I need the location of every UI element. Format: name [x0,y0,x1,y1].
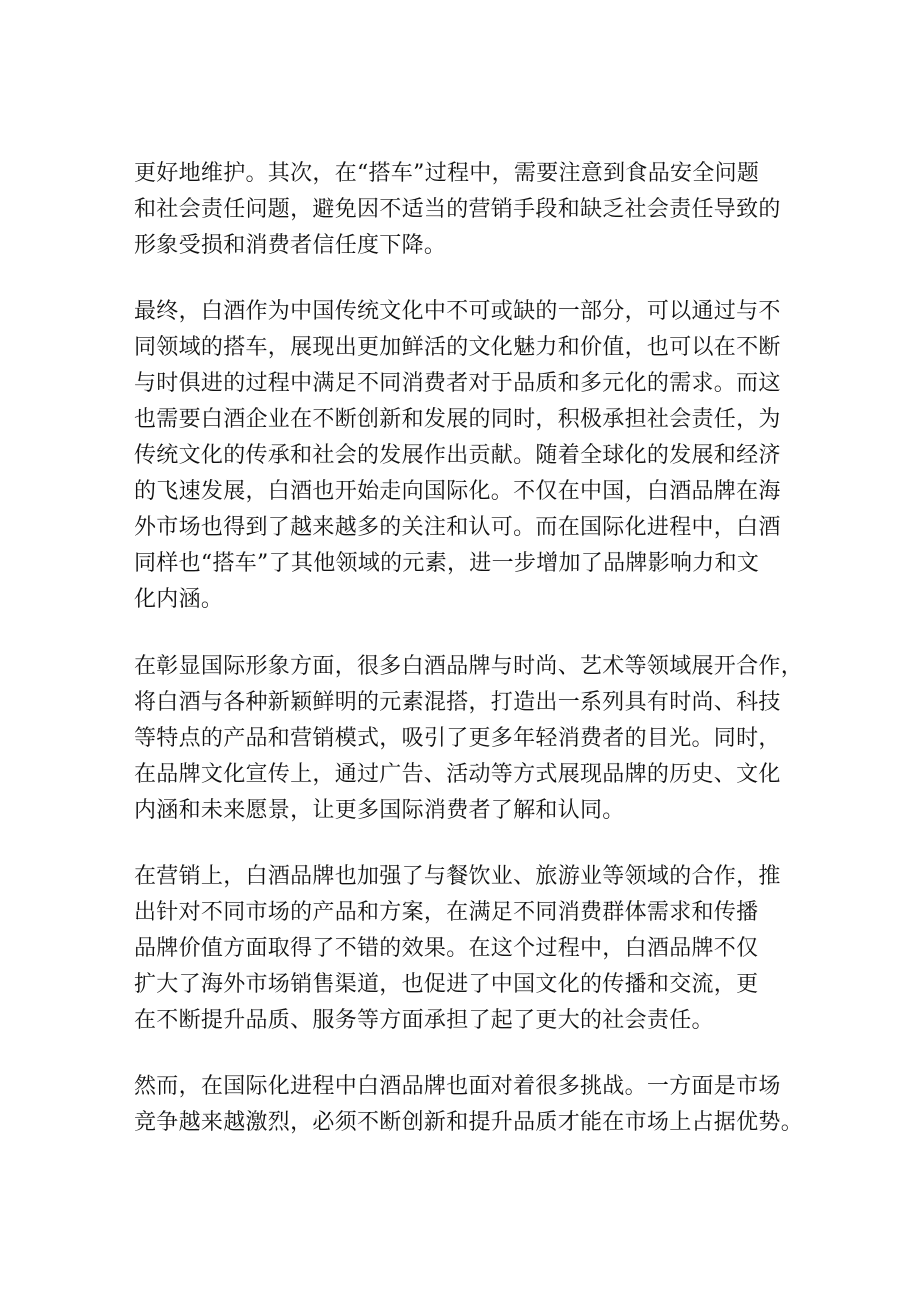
text-line: 竞争越来越激烈，必须不断创新和提升品质才能在市场上占据优势。 [134,1110,804,1135]
text-line: 将白酒与各种新颖鲜明的元素混搭，打造出一系列具有时尚、科技 [134,690,781,715]
text-line: 化内涵。 [134,587,224,612]
text-line: 内涵和未来愿景，让更多国际消费者了解和认同。 [134,798,625,823]
text-line: 在彰显国际形象方面，很多白酒品牌与时尚、艺术等领域展开合作， [134,654,804,679]
text-line: 在不断提升品质、服务等方面承担了起了更大的社会责任。 [134,1008,714,1033]
text-line: 和社会责任问题，避免因不适当的营销手段和缺乏社会责任导致的 [134,197,781,222]
text-line: 同样也“搭车”了其他领域的元素，进一步增加了品牌影响力和文 [134,551,760,576]
text-line: 的飞速发展，白酒也开始走向国际化。不仅在中国，白酒品牌在海 [134,479,781,504]
text-line: 在品牌文化宣传上，通过广告、活动等方式展现品牌的历史、文化 [134,762,781,787]
text-line: 形象受损和消费者信任度下降。 [134,233,447,258]
text-line: 然而，在国际化进程中白酒品牌也面对着很多挑战。一方面是市场 [134,1074,781,1099]
paragraph-4 [134,859,814,1039]
text-line: 品牌价值方面取得了不错的效果。在这个过程中，白酒品牌不仅 [134,936,759,961]
text-line: 扩大了海外市场销售渠道，也促进了中国文化的传播和交流，更 [134,972,759,997]
text-line: 与时俱进的过程中满足不同消费者对于品质和多元化的需求。而这 [134,371,781,396]
paragraph-5 [134,1069,814,1141]
paragraph-2 [134,294,814,618]
paragraph-3 [134,649,814,829]
text-line: 传统文化的传承和社会的发展作出贡献。随着全球化的发展和经济 [134,443,781,468]
paragraph-1 [134,156,814,264]
text-line: 在营销上，白酒品牌也加强了与餐饮业、旅游业等领域的合作，推 [134,864,781,889]
text-line: 出针对不同市场的产品和方案，在满足不同消费群体需求和传播 [134,900,759,925]
text-line: 最终，白酒作为中国传统文化中不可或缺的一部分，可以通过与不 [134,299,781,324]
text-line: 等特点的产品和营销模式，吸引了更多年轻消费者的目光。同时， [134,726,781,751]
text-line: 外市场也得到了越来越多的关注和认可。而在国际化进程中，白酒 [134,515,781,540]
text-line: 同领域的搭车，展现出更加鲜活的文化魅力和价值，也可以在不断 [134,335,781,360]
text-line: 也需要白酒企业在不断创新和发展的同时，积极承担社会责任，为 [134,407,781,432]
text-line: 更好地维护。其次，在“搭车”过程中，需要注意到食品安全问题 [134,161,760,186]
